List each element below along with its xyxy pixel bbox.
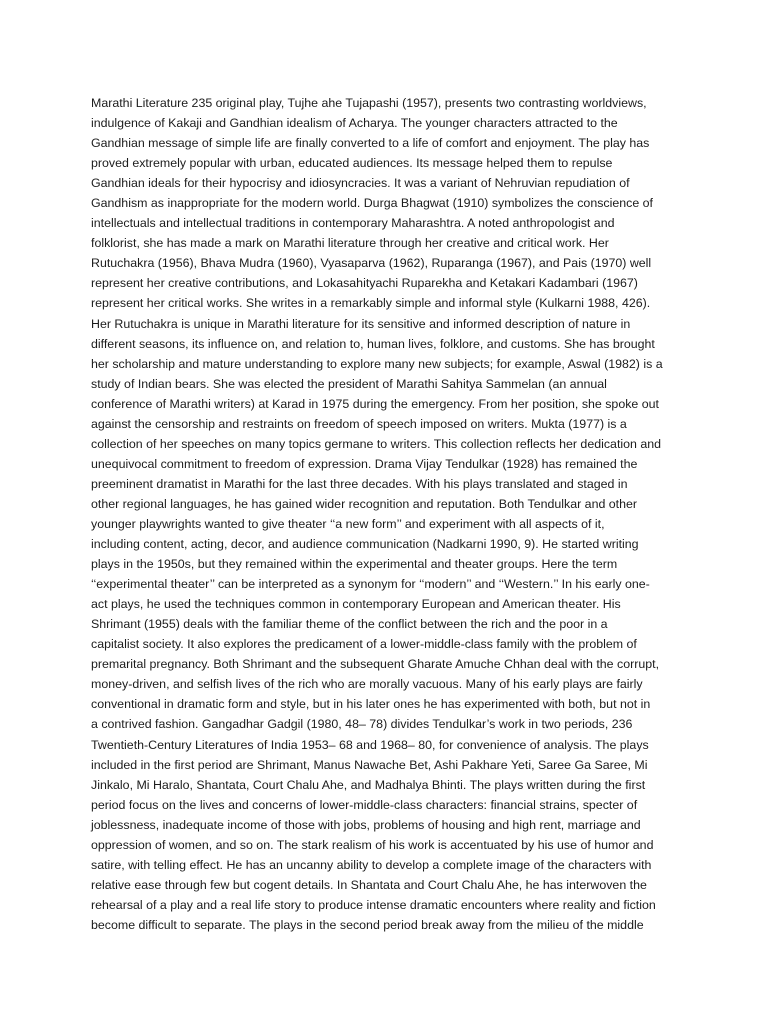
- text-line: Rutuchakra (1956), Bhava Mudra (1960), Vyasaparva (1962), Ruparanga (1967), and Pais (1970) well: [91, 256, 652, 271]
- text-line: period focus on the lives and concerns of lower-middle-class characters: financial strains, specter of: [91, 797, 638, 812]
- text-line: indulgence of Kakaji and Gandhian idealism of Acharya. The younger characters attracted to the: [91, 116, 618, 131]
- text-line: Gandhian ideals for their hypocrisy and idiosyncracies. It was a variant of Nehruvian repudiation of: [91, 176, 630, 191]
- text-line: including content, acting, decor, and audience communication (Nadkarni 1990, 9). He started writing: [91, 537, 639, 552]
- text-line: rehearsal of a play and a real life story to produce intense dramatic encounters where reality and fiction: [91, 897, 656, 912]
- text-line: ‘‘experimental theater’’ can be interpreted as a synonym for ‘‘modern’’ and ‘‘Western.’’ In his early one-: [91, 577, 650, 592]
- text-line: study of Indian bears. She was elected the president of Marathi Sahitya Sammelan (an annual: [91, 376, 607, 391]
- text-line: Twentieth-Century Literatures of India 1953– 68 and 1968– 80, for convenience of analysis. The plays: [91, 737, 649, 752]
- text-line: become difficult to separate. The plays in the second period break away from the milieu of the middle: [91, 917, 644, 932]
- text-line: Her Rutuchakra is unique in Marathi literature for its sensitive and informed description of nature in: [91, 316, 631, 331]
- text-line: preeminent dramatist in Marathi for the last three decades. With his plays translated and staged in: [91, 476, 628, 491]
- text-line: intellectuals and intellectual traditions in contemporary Maharashtra. A noted anthropologist and: [91, 216, 615, 231]
- text-line: Marathi Literature 235 original play, Tujhe ahe Tujapashi (1957), presents two contrasting worldviews,: [91, 96, 647, 110]
- text-line: unequivocal commitment to freedom of expression. Drama Vijay Tendulkar (1928) has remained the: [91, 456, 638, 471]
- text-line: relative ease through few but cogent details. In Shantata and Court Chalu Ahe, he has interwoven the: [91, 877, 647, 892]
- text-line: Shrimant (1955) deals with the familiar theme of the conflict between the rich and the poor in a: [91, 617, 608, 632]
- text-line: proved extremely popular with urban, educated audiences. Its message helped them to repulse: [91, 156, 613, 171]
- text-line: a contrived fashion. Gangadhar Gadgil (1980, 48– 78) divides Tendulkar’s work in two periods, 236: [91, 717, 633, 732]
- text-line: represent her creative contributions, and Lokasahityachi Ruparekha and Ketakari Kadambari (1967): [91, 276, 638, 291]
- text-line: different seasons, its influence on, and relation to, human lives, folklore, and customs. She has brought: [91, 336, 655, 351]
- text-line: collection of her speeches on many topics germane to writers. This collection reflects her dedication and: [91, 436, 662, 451]
- text-line: joblessness, inadequate income of those with jobs, problems of housing and high rent, marriage and: [91, 817, 641, 832]
- text-line: included in the first period are Shrimant, Manus Nawache Bet, Ashi Pakhare Yeti, Saree Ga Saree, Mi: [91, 757, 648, 772]
- text-line: her scholarship and mature understanding to explore many new subjects; for example, Aswal (1982) is a: [91, 356, 663, 371]
- text-line: Jinkalo, Mi Haralo, Shantata, Court Chalu Ahe, and Madhalya Bhinti. The plays written during the first: [91, 777, 646, 792]
- body-text: [91, 93, 691, 935]
- text-line: conventional in dramatic form and style, but in his later ones he has experimented with both, but not in: [91, 697, 651, 712]
- text-line: capitalist society. It also explores the predicament of a lower-middle-class family with the problem of: [91, 637, 637, 652]
- text-line: other regional languages, he has gained wider recognition and reputation. Both Tendulkar and other: [91, 496, 638, 511]
- text-line: oppression of women, and so on. The stark realism of his work is accentuated by his use of humor and: [91, 837, 654, 852]
- text-line: money-driven, and selfish lives of the rich who are morally vacuous. Many of his early plays are fairly: [91, 677, 643, 692]
- text-line: satire, with telling effect. He has an uncanny ability to develop a complete image of the characters with: [91, 857, 652, 872]
- text-line: premarital pregnancy. Both Shrimant and the subsequent Gharate Amuche Chhan deal with the corrupt,: [91, 657, 660, 672]
- text-line: folklorist, she has made a mark on Marathi literature through her creative and critical work. Her: [91, 236, 609, 251]
- text-line: act plays, he used the techniques common in contemporary European and American theater. His: [91, 597, 621, 612]
- text-line: plays in the 1950s, but they remained within the experimental and theater groups. Here the term: [91, 557, 618, 572]
- text-line: younger playwrights wanted to give theater ‘‘a new form’’ and experiment with all aspects of it,: [91, 516, 605, 531]
- text-line: Gandhism as inappropriate for the modern world. Durga Bhagwat (1910) symbolizes the conscience of: [91, 196, 654, 211]
- text-line: conference of Marathi writers) at Karad in 1975 during the emergency. From her position, she spoke out: [91, 396, 659, 411]
- text-line: represent her critical works. She writes in a remarkably simple and informal style (Kulkarni 1988, 426).: [91, 296, 651, 311]
- text-line: Gandhian message of simple life are finally converted to a life of comfort and enjoyment. The play has: [91, 136, 650, 151]
- text-line: against the censorship and restraints on freedom of speech imposed on writers. Mukta (1977) is a: [91, 416, 627, 431]
